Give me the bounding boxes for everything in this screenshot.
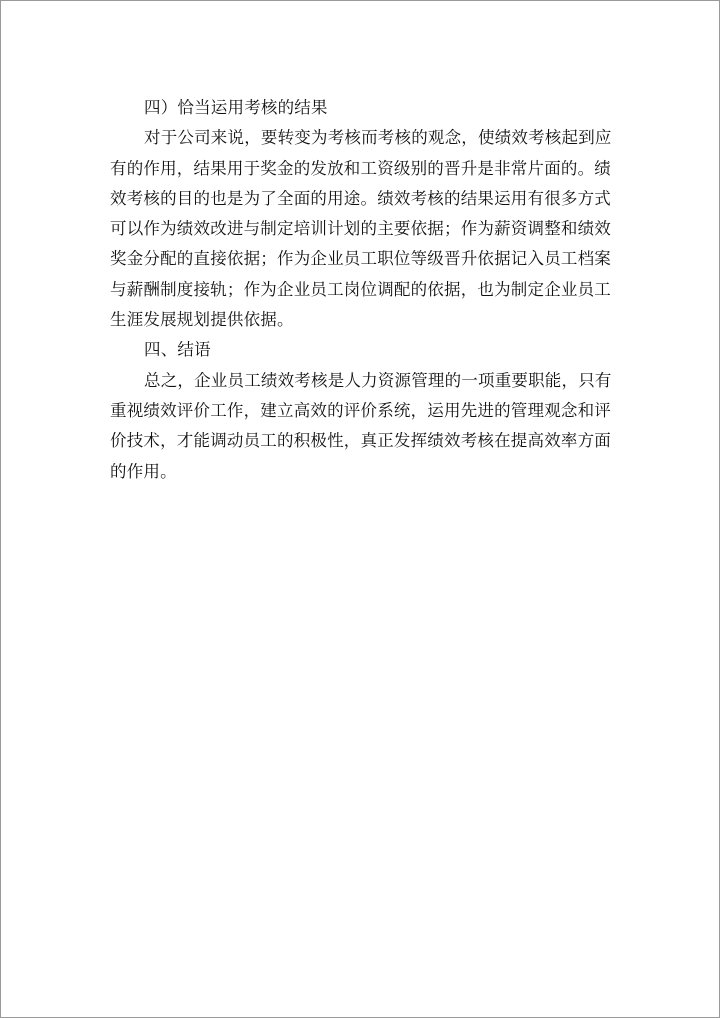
text-line: 效考核的目的也是为了全面的用途。绩效考核的结果运用有很多方式 [110,188,611,208]
text-line: 总之，企业员工绩效考核是人力资源管理的一项重要职能，只有 [144,370,612,390]
section-heading-results: 四）恰当运用考核的结果 [144,98,328,117]
document-body [110,93,614,487]
text-line: 奖金分配的直接依据；作为企业员工职位等级晋升依据记入员工档案 [110,249,611,269]
section-heading-conclusion: 四、结语 [144,340,211,360]
paragraph-results [110,123,614,335]
text-line: 有的作用，结果用于奖金的发放和工资级别的晋升是非常片面的。绩 [110,158,611,178]
paragraph-conclusion [110,366,614,487]
text-line: 生涯发展规划提供依据。 [110,310,294,330]
text-line: 重视绩效评价工作，建立高效的评价系统，运用先进的管理观念和评 [110,400,611,420]
text-line: 与薪酬制度接轨；作为企业员工岗位调配的依据，也为制定企业员工 [110,279,611,299]
text-line: 对于公司来说，要转变为考核而考核的观念，使绩效考核起到应 [144,128,612,148]
text-line: 价技术，才能调动员工的积极性，真正发挥绩效考核在提高效率方面 [110,431,611,451]
text-line: 可以作为绩效改进与制定培训计划的主要依据；作为薪资调整和绩效 [110,219,611,239]
text-line: 的作用。 [110,461,177,481]
